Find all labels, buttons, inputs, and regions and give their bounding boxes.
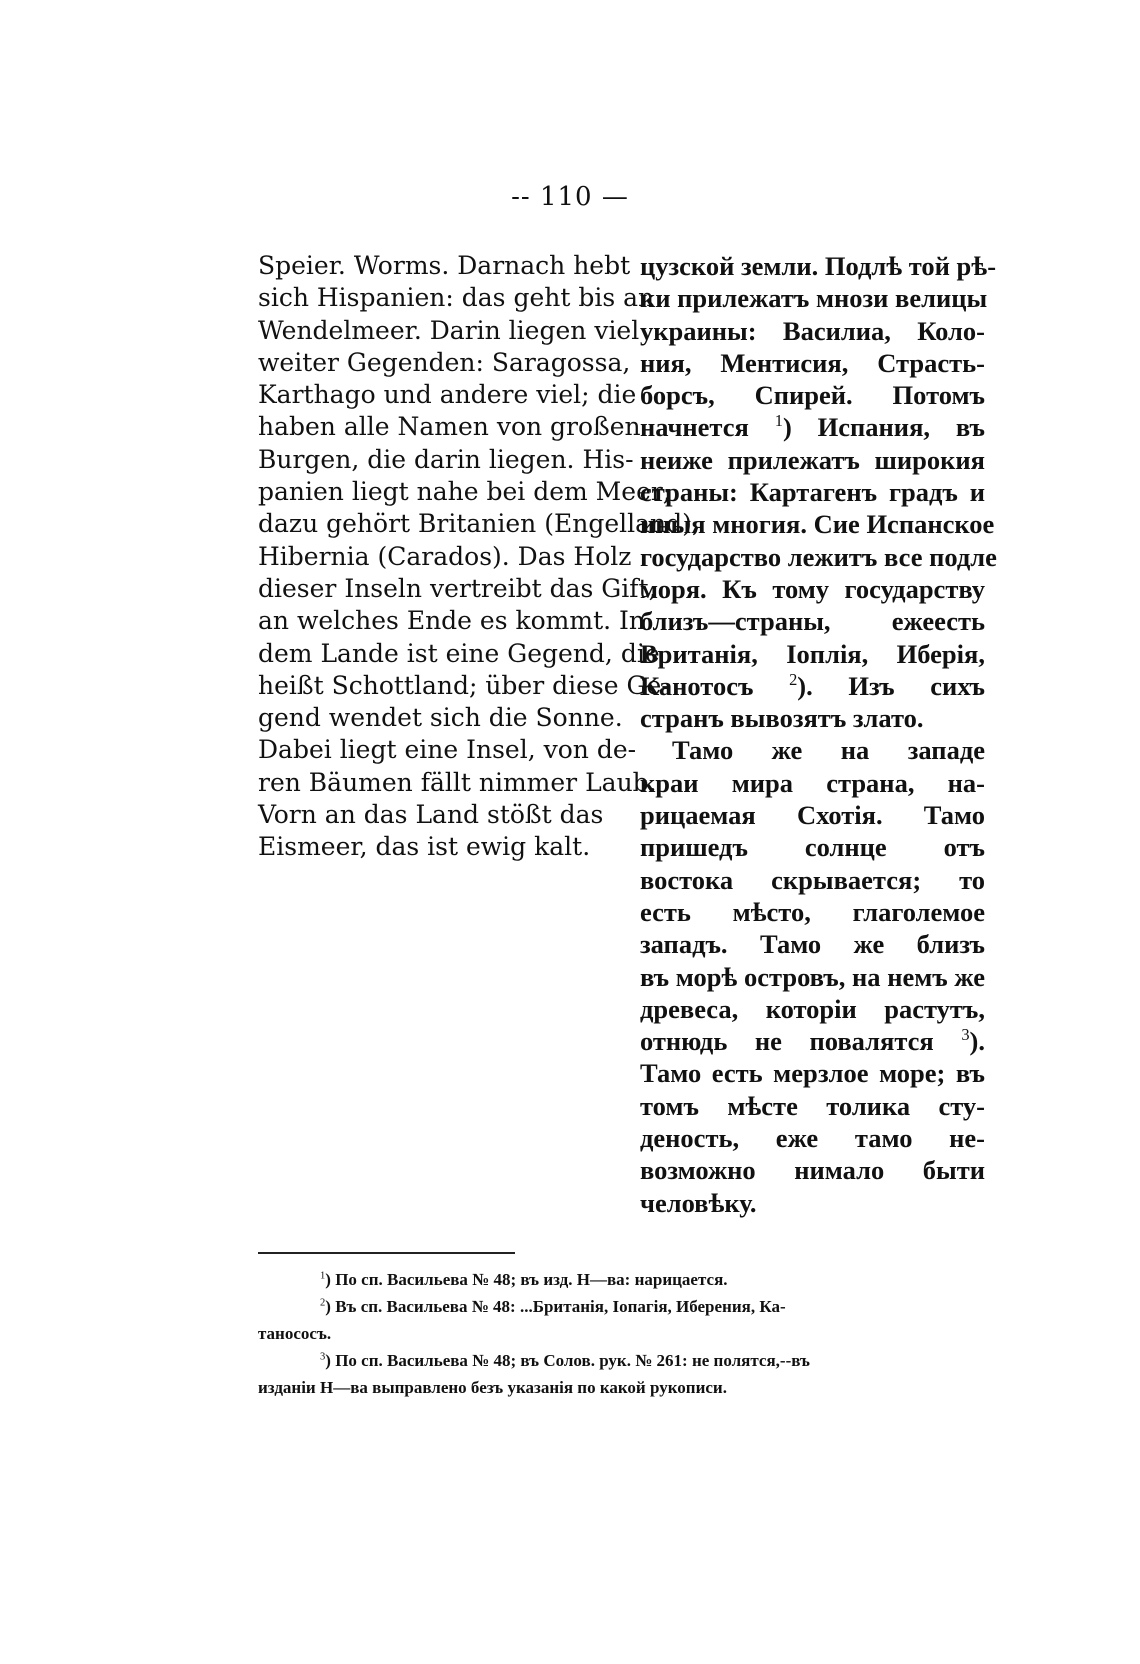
footnote-number: 1 — [320, 1270, 326, 1282]
german-text-column — [258, 250, 700, 864]
text-line: неиже прилежатъ широкия — [640, 444, 985, 475]
text-fragment: ). — [969, 1026, 985, 1057]
text-line: борсъ, Спирей. Потомъ — [640, 380, 985, 411]
text-line: dazu gehört Britanien (Engelland), — [258, 509, 700, 539]
footnote-number: 3 — [320, 1351, 326, 1363]
text-line: Burgen, die darin liegen. His- — [258, 444, 634, 474]
footnote: $^3$) По сп. Васильева № 48; въ Солов. рук. № 261: не полятся,--въ — [320, 1351, 810, 1370]
text-fragment: отнюдь не повалятся — [640, 1026, 962, 1057]
text-line: пришедъ солнце отъ — [640, 832, 985, 863]
text-line: близъ—страны, ежеесть — [640, 606, 985, 637]
footnote-marker: 3 — [961, 1025, 970, 1045]
text-line: человѣку. — [640, 1187, 757, 1218]
text-line: странъ вывозятъ злато. — [640, 703, 924, 734]
text-line: украины: Василиа, Коло- — [640, 315, 985, 346]
text-line: Eismeer, das ist ewig kalt. — [258, 832, 591, 862]
russian-text-column — [640, 250, 997, 1219]
text-line: западъ. Тамо же близъ — [640, 929, 985, 960]
text-fragment: ). Изъ сихъ — [797, 670, 985, 701]
footnote-marker: 1 — [774, 411, 783, 431]
text-line: Dabei liegt eine Insel, von de- — [258, 735, 637, 765]
footnote-text: Въ сп. Васильева № 48: ...Британія, Іопагія, Иберения, Ка- — [335, 1297, 786, 1316]
text-fragment: Канотосъ — [640, 670, 790, 701]
text-line: Тамо же на западе — [672, 735, 985, 766]
text-fragment: начнется — [640, 412, 775, 443]
text-line: государство лежитъ все подле — [640, 541, 997, 572]
text-line: Vorn an das Land stößt das — [258, 800, 604, 830]
text-line — [640, 411, 985, 443]
text-line: Karthago und andere viel; die — [258, 380, 637, 410]
footnote: $^1$) По сп. Васильева № 48; въ изд. Н—ва: нарицается. — [320, 1270, 728, 1289]
text-line: Speier. Worms. Darnach hebt — [258, 251, 631, 280]
text-line: деность, еже тамо не- — [640, 1123, 985, 1154]
footnote: $^2$) Въ сп. Васильева № 48: ...Британія, Іопагія, Иберения, Ка- — [320, 1297, 786, 1316]
text-line: gend wendet sich die Sonne. — [258, 703, 623, 733]
text-line: Hibernia (Carados). Das Holz — [258, 541, 632, 571]
text-line: краи мира страна, на- — [640, 767, 985, 798]
footnote-continuation: танососъ. — [258, 1324, 332, 1343]
text-line: возможно нимало быти — [640, 1155, 985, 1186]
text-line: въ морѣ островъ, на немъ же — [640, 961, 985, 992]
text-line: цузской земли. Подлѣ той рѣ- — [640, 251, 997, 281]
text-line: востока скрывается; то — [640, 864, 985, 895]
text-line: weiter Gegenden: Saragossa, — [258, 347, 631, 377]
footnote-divider — [258, 1252, 515, 1254]
text-line: ния, Ментисия, Страсть- — [640, 347, 985, 378]
text-line: иныя многия. Сие Испанское — [640, 509, 995, 540]
text-line: рицаемая Схотія. Тамо — [640, 800, 985, 831]
page-number: -- 110 — — [511, 182, 629, 212]
text-line: dieser Inseln vertreibt das Gift, — [258, 573, 657, 603]
footnote-continuation: изданіи Н—ва выправлено безъ указанія по какой рукописи. — [258, 1378, 727, 1397]
footnotes — [258, 1266, 985, 1401]
text-line: моря. Къ тому государству — [640, 573, 985, 604]
text-line: sich Hispanien: das geht bis an — [258, 283, 655, 313]
text-fragment: ) Испания, въ — [782, 412, 985, 443]
text-line: древеса, которіи растутъ, — [640, 993, 985, 1024]
text-line: dem Lande ist eine Gegend, die — [258, 638, 660, 668]
text-line: haben alle Namen von großen — [258, 412, 641, 442]
text-line: ки прилежатъ мнози велицы — [640, 283, 988, 314]
text-line: an welches Ende es kommt. In — [258, 606, 646, 636]
text-line: Вританія, Іоплія, Иберія, — [640, 638, 985, 669]
text-line: Wendelmeer. Darin liegen viel — [258, 315, 640, 345]
text-line: panien liegt nahe bei dem Meer; — [258, 477, 672, 507]
text-line — [640, 670, 985, 702]
footnote-text: По сп. Васильева № 48; въ Солов. рук. № 261: не полятся,--въ — [335, 1351, 810, 1370]
text-line: heißt Schottland; über diese Ge- — [258, 670, 670, 700]
footnote-text: По сп. Васильева № 48; въ изд. Н—ва: нарицается. — [335, 1270, 728, 1289]
text-line: томъ мѣсте толика сту- — [640, 1090, 985, 1121]
text-line: ren Bäumen fällt nimmer Laub. — [258, 767, 657, 797]
footnote-marker: 2 — [789, 670, 798, 690]
text-line: страны: Картагенъ градъ и — [640, 477, 985, 508]
text-line: есть мѣсто, глаголемое — [640, 896, 985, 927]
footnote-number: 2 — [320, 1297, 326, 1309]
text-line — [640, 1025, 985, 1057]
text-line: Тамо есть мерзлое море; въ — [640, 1058, 985, 1089]
